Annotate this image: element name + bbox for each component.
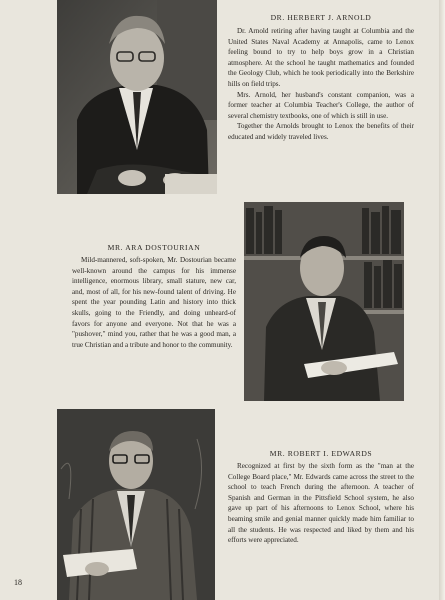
dostourian-bio <box>72 255 236 350</box>
arnold-paragraph-1: Dr. Arnold retiring after having taught at Columbia and the United States Naval Academy at Annapolis, came to Lenox feeling bound to try to help boys grow in a Christian atmosphere. At the school he taught mathematics and founded the Geology Club, which he took periodically into the Berkshire hills on field trips. <box>228 27 414 88</box>
arnold-paragraph-2: Mrs. Arnold, her husband's constant companion, was a former teacher at Columbia Teacher's College, the author of several chemistry textbooks, one of which is still in use. <box>228 90 414 120</box>
arnold-bio <box>228 26 414 143</box>
arnold-photo <box>57 0 217 194</box>
dostourian-photo <box>244 202 404 401</box>
edwards-bio <box>228 461 414 546</box>
arnold-heading: DR. HERBERT J. ARNOLD <box>270 13 372 22</box>
arnold-paragraph-3: Together the Arnolds brought to Lenox the benefits of their educated and widely traveled lives. <box>228 122 414 141</box>
dostourian-heading: MR. ARA DOSTOURIAN <box>107 243 201 252</box>
page-edge <box>439 0 445 600</box>
page-number: 18 <box>14 578 22 587</box>
dostourian-paragraph-1: Mild-mannered, soft-spoken, Mr. Dostourian became well-known around the campus for his immense intelligence, enormous library, small stature, new car, and, most of all, for his new-found talent of driving. He spent the year pounding Latin and history into thick skulls, going to the Friendly, and doing unheard-of favors for anyone and everyone. Not that he was a "pushover," mind you, rather that he was a good man, a true Christian and a tribute and honor to the community. <box>72 256 236 349</box>
edwards-heading: MR. ROBERT I. EDWARDS <box>269 449 373 458</box>
edwards-paragraph-1: Recognized at first by the sixth form as the "man at the College Board place," Mr. Edwards came across the street to the school to teach French during the afternoon. A teacher of Spanish and German in the Pittsfield School system, he also gave up part of his afternoons to Lenox School, where his beaming smile and genial manner quickly made him familiar to all the students. He was respected and liked by them and his efforts were appreciated. <box>228 462 414 545</box>
edwards-photo <box>57 409 215 600</box>
